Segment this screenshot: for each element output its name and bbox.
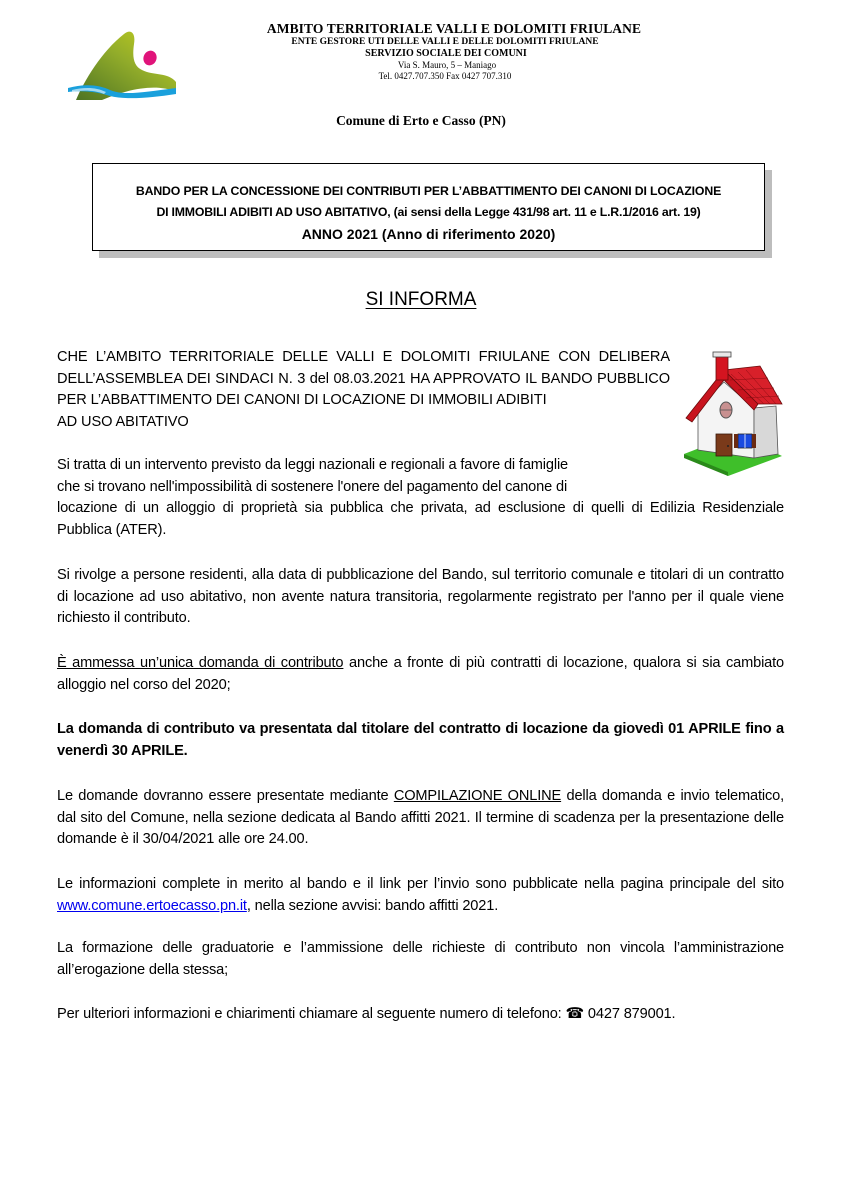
intro-paragraph	[57, 347, 670, 433]
org-subtitle: ENTE GESTORE UTI DELLE VALLI E DELLE DOLOMITI FRIULANE	[291, 36, 599, 47]
phone-icon: ☎	[565, 1005, 585, 1022]
bando-title-box	[92, 163, 765, 251]
description-paragraph	[57, 455, 784, 541]
bando-title-year: ANNO 2021 (Anno di riferimento 2020)	[301, 226, 556, 242]
contact-phone-number: 0427 879001.	[584, 1006, 676, 1022]
org-address: Via S. Mauro, 5 – Maniago	[397, 60, 497, 70]
description-rest: locazione di un alloggio di proprietà sia pubblica che privata, ad esclusione di quelli di Edilizia Residenziale Pubblica (ATER).	[57, 500, 784, 538]
intro-text-tail: AD USO ABITATIVO	[57, 413, 189, 430]
page-heading: SI INFORMA	[365, 289, 477, 310]
letterhead	[0, 0, 842, 110]
bando-title-line1: BANDO PER LA CONCESSIONE DEI CONTRIBUTI PER L’ABBATTIMENTO DEI CANONI DI LOCAZIONE	[135, 184, 722, 198]
intro-text: CHE L’AMBITO TERRITORIALE DELLE VALLI E DOLOMITI FRIULANE CON DELIBERA DELL’ASSEMBLEA DEI SINDACI N. 3 del 08.03.2021 HA APPROVATO IL BANDO PUBBLICO PER L’ABBATTIMENTO DEI CANONI DI LOCAZIONE DI IMMOBILI ADIBITI	[57, 349, 670, 408]
comune-website-link[interactable]: www.comune.ertoecasso.pn.it	[57, 897, 247, 914]
website-info-text-after: , nella sezione avvisi: bando affitti 2021.	[246, 897, 499, 914]
org-contacts: Tel. 0427.707.350 Fax 0427 707.310	[378, 71, 512, 81]
online-submission-text-after: della domanda e invio telematico, dal sito del Comune, nella sezione dedicata al Bando affitti 2021. Il termine di scadenza per la presentazione delle domande è il 30/04/2021 alle ore 24.00.	[57, 788, 784, 847]
website-info-paragraph	[57, 874, 784, 917]
description-line2: che si trovano nell'impossibilità di sostenere l'onere del pagamento del canone di	[57, 478, 568, 495]
application-period-paragraph: La domanda di contributo va presentata dal titolare del contratto di locazione da giovedì 01 APRILE fino a venerdì 30 APRILE.	[57, 721, 784, 759]
org-name: AMBITO TERRITORIALE VALLI E DOLOMITI FRIULANE	[266, 21, 642, 36]
comune-name: Comune di Erto e Casso (PN)	[336, 113, 506, 128]
single-application-emphasis: È ammessa un’unica domanda di contributo	[57, 655, 344, 671]
org-service: SERVIZIO SOCIALE DEI COMUNI	[365, 48, 527, 59]
single-application-text: anche a fronte di più contratti di locazione, qualora si sia cambiato alloggio nel corso del 2020;	[57, 655, 784, 693]
bando-title-line2: DI IMMOBILI ADIBITI AD USO ABITATIVO, (ai sensi della Legge 431/98 art. 11 e L.R.1/2016 art. 19)	[156, 205, 701, 219]
organization-info	[170, 22, 730, 81]
disclaimer-paragraph: La formazione delle graduatorie e l’ammissione delle richieste di contributo non vincola l’amministrazione all’erogazione della stessa;	[57, 940, 784, 978]
description-line1: Si tratta di un intervento previsto da leggi nazionali e regionali a favore di famiglie	[57, 457, 569, 473]
eligibility-paragraph: Si rivolge a persone residenti, alla data di pubblicazione del Bando, sul territorio comunale e titolari di un contratto di locazione ad uso abitativo, non avente natura transitoria, regolarmente registrato per l'anno per il quale viene richiesto il contributo.	[57, 567, 784, 626]
single-application-paragraph	[57, 653, 784, 696]
website-info-text-before: Le informazioni complete in merito al bando e il link per l’invio sono pubblicate nella pagina principale del sito	[57, 876, 784, 892]
contact-paragraph	[57, 1003, 784, 1026]
online-compilation-emphasis: COMPILAZIONE ONLINE	[393, 788, 562, 804]
online-submission-text-before: Le domande dovranno essere presentate mediante	[57, 788, 394, 804]
contact-text: Per ulteriori informazioni e chiarimenti chiamare al seguente numero di telefono:	[57, 1006, 566, 1022]
online-submission-paragraph	[57, 786, 784, 851]
